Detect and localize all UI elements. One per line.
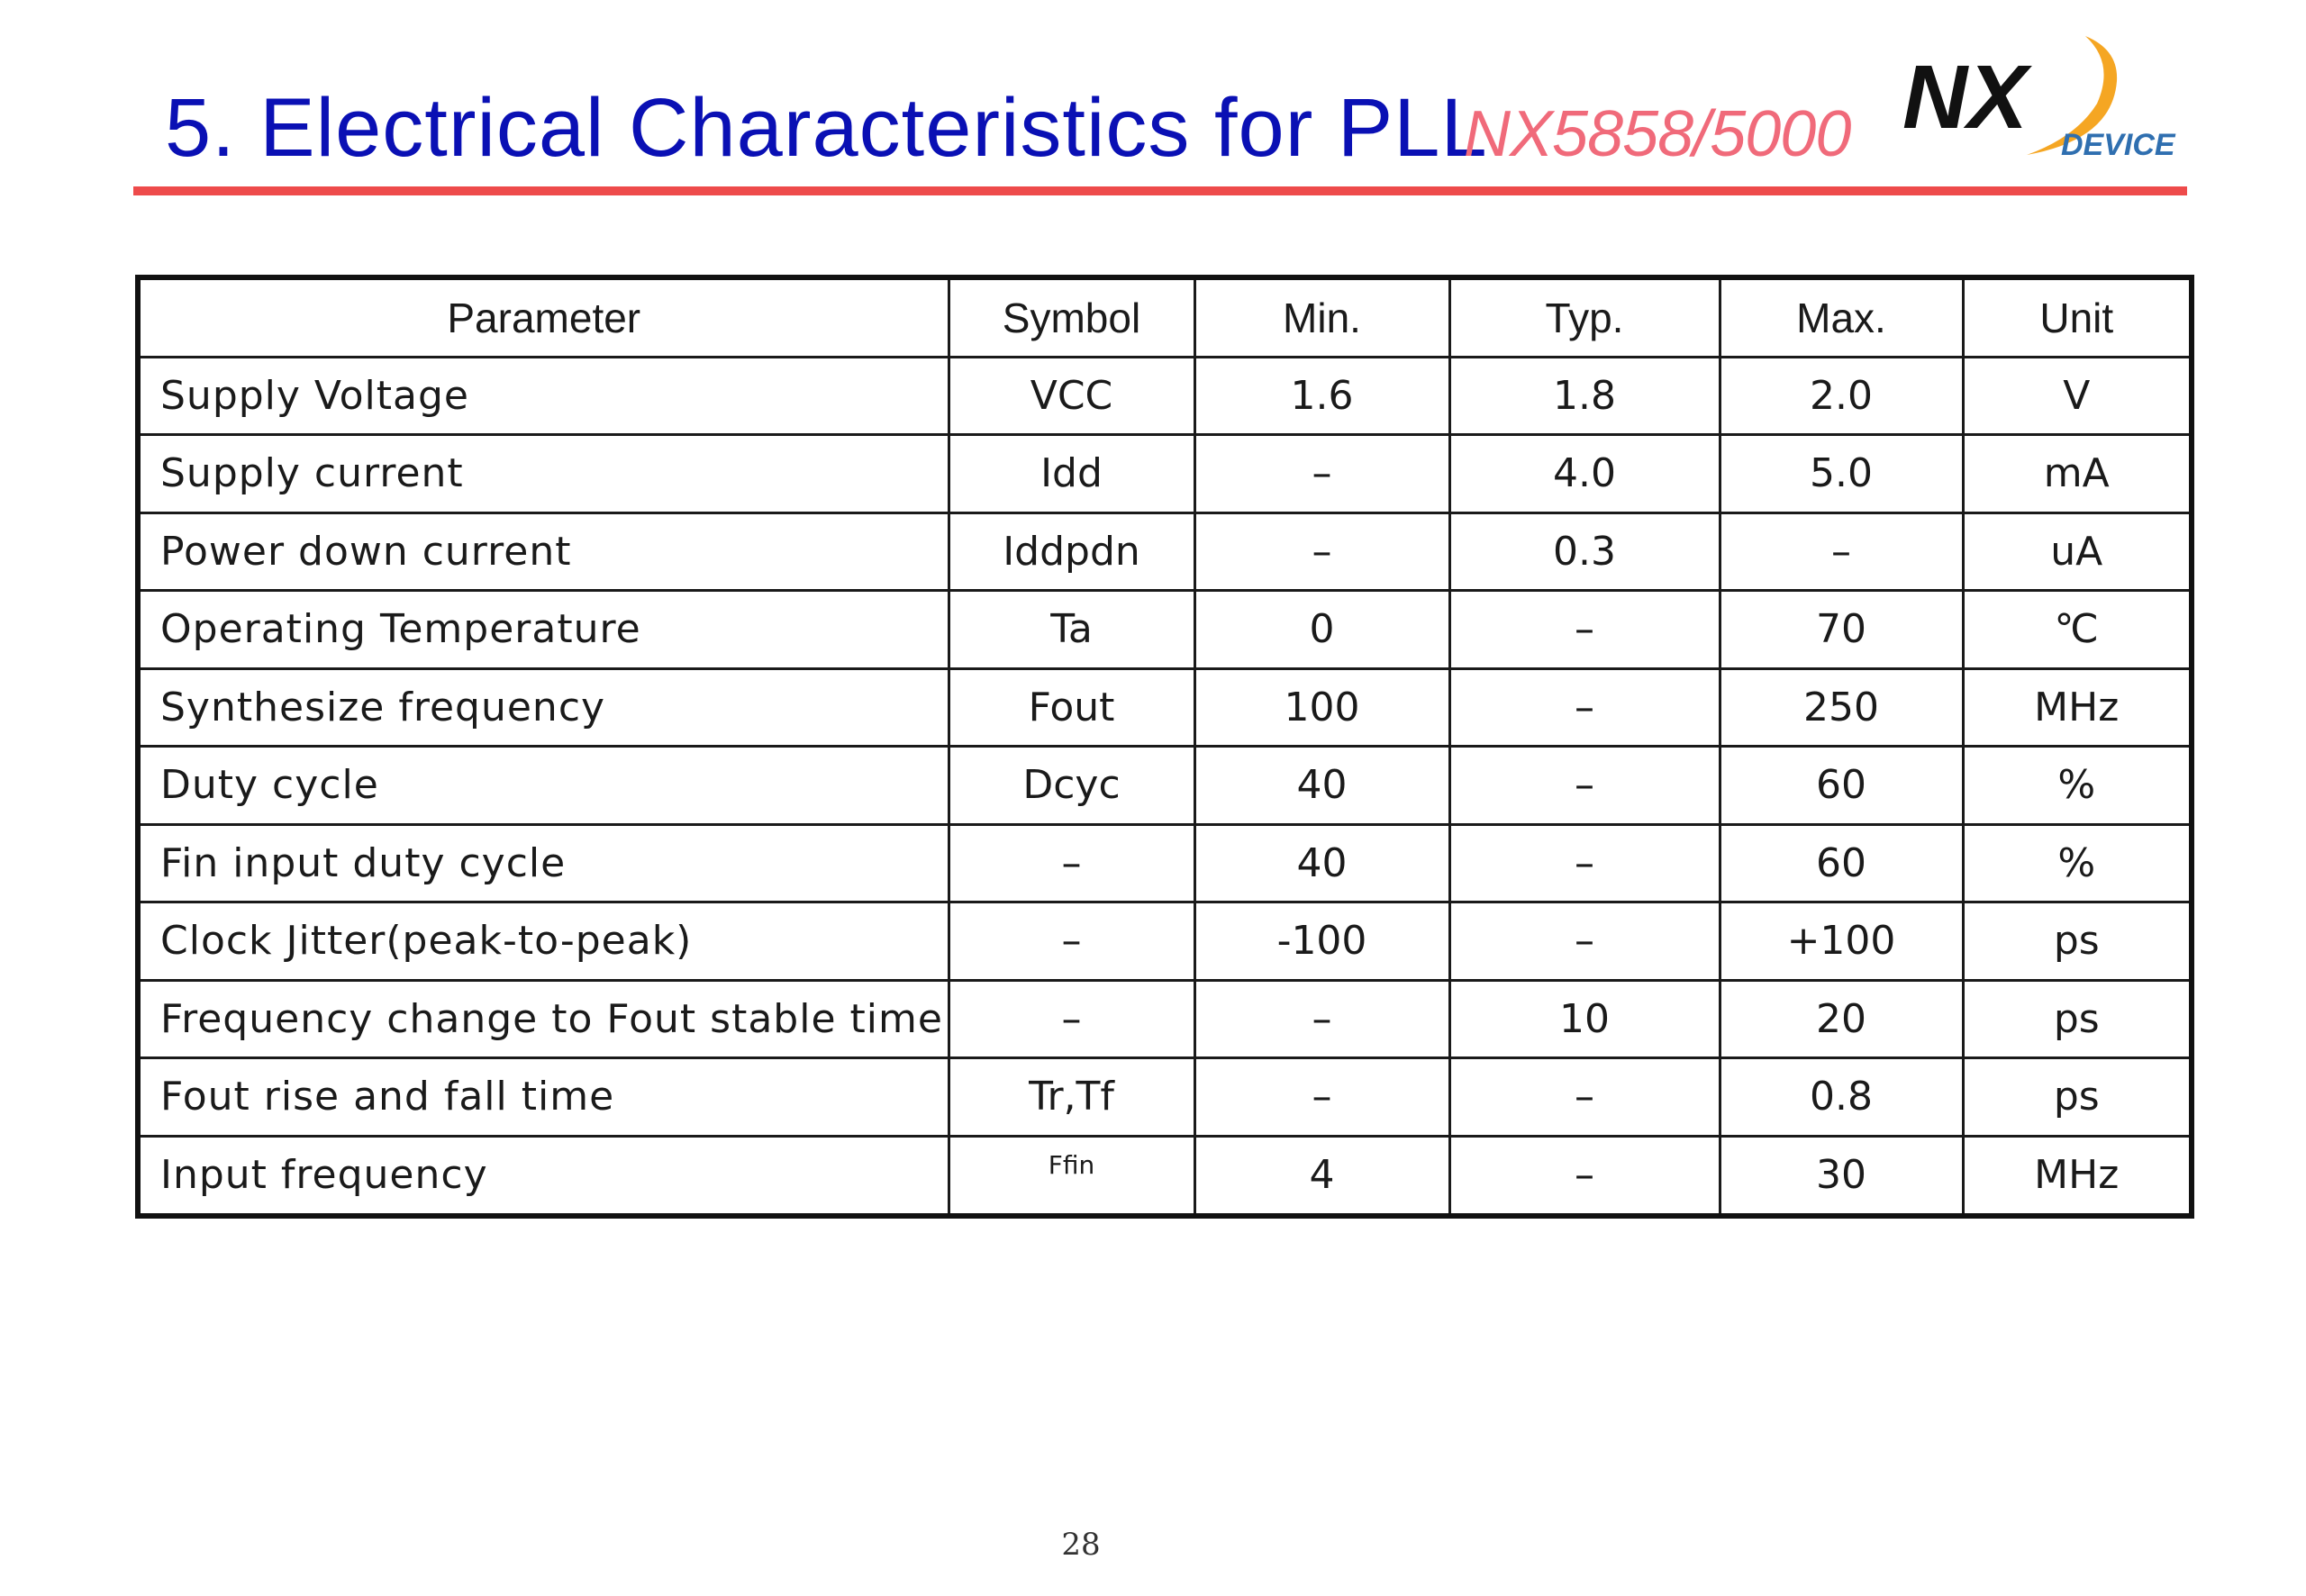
cell-typ: 1.8 xyxy=(1449,357,1720,435)
cell-max: 60 xyxy=(1720,824,1963,902)
cell-parameter: Supply Voltage xyxy=(138,357,949,435)
cell-unit: ps xyxy=(1963,980,2192,1058)
column-header-min: Min. xyxy=(1194,277,1449,357)
cell-unit: V xyxy=(1963,357,2192,435)
cell-unit: % xyxy=(1963,824,2192,902)
logo-main-text: NX xyxy=(1902,47,2028,148)
cell-typ: – xyxy=(1449,1136,1720,1216)
table-row xyxy=(138,435,2192,513)
table-row xyxy=(138,1136,2192,1216)
column-header-typ: Typ. xyxy=(1449,277,1720,357)
cell-parameter: Clock Jitter(peak-to-peak) xyxy=(138,902,949,981)
nx-device-logo xyxy=(1892,27,2198,180)
cell-symbol: Fout xyxy=(949,668,1194,747)
cell-parameter: Power down current xyxy=(138,512,949,591)
cell-max: 70 xyxy=(1720,591,1963,669)
column-header-max: Max. xyxy=(1720,277,1963,357)
cell-symbol: VCC xyxy=(949,357,1194,435)
cell-max: +100 xyxy=(1720,902,1963,981)
table-row xyxy=(138,357,2192,435)
cell-symbol: – xyxy=(949,902,1194,981)
table-row xyxy=(138,1058,2192,1137)
cell-min: 40 xyxy=(1194,747,1449,825)
cell-min: 4 xyxy=(1194,1136,1449,1216)
model-number: NX5858/5000 xyxy=(1464,98,1851,170)
table-row xyxy=(138,591,2192,669)
cell-max: 2.0 xyxy=(1720,357,1963,435)
cell-parameter: Synthesize frequency xyxy=(138,668,949,747)
cell-typ: – xyxy=(1449,747,1720,825)
cell-max: 0.8 xyxy=(1720,1058,1963,1137)
cell-typ: 10 xyxy=(1449,980,1720,1058)
cell-min: – xyxy=(1194,1058,1449,1137)
cell-parameter: Fin input duty cycle xyxy=(138,824,949,902)
cell-typ: – xyxy=(1449,591,1720,669)
cell-parameter: Supply current xyxy=(138,435,949,513)
cell-parameter: Input frequency xyxy=(138,1136,949,1216)
cell-min: – xyxy=(1194,512,1449,591)
column-header-unit: Unit xyxy=(1963,277,2192,357)
cell-min: 1.6 xyxy=(1194,357,1449,435)
cell-typ: – xyxy=(1449,824,1720,902)
logo-sub-text: DEVICE xyxy=(2061,128,2175,162)
page-title: 5. Electrical Characteristics for PLL xyxy=(165,82,1488,174)
cell-unit: MHz xyxy=(1963,1136,2192,1216)
page-number: 28 xyxy=(1061,1527,1101,1563)
cell-max: 20 xyxy=(1720,980,1963,1058)
cell-unit: ps xyxy=(1963,902,2192,981)
cell-symbol: – xyxy=(949,980,1194,1058)
cell-max: 60 xyxy=(1720,747,1963,825)
cell-parameter: Duty cycle xyxy=(138,747,949,825)
table-row xyxy=(138,747,2192,825)
cell-max: 30 xyxy=(1720,1136,1963,1216)
cell-symbol: Ta xyxy=(949,591,1194,669)
cell-symbol: Ffin xyxy=(949,1136,1194,1216)
cell-min: 100 xyxy=(1194,668,1449,747)
cell-min: – xyxy=(1194,435,1449,513)
table-row xyxy=(138,902,2192,981)
cell-typ: – xyxy=(1449,668,1720,747)
table-row xyxy=(138,668,2192,747)
column-header-parameter: Parameter xyxy=(138,277,949,357)
cell-symbol: Tr,Tf xyxy=(949,1058,1194,1137)
cell-parameter: Fout rise and fall time xyxy=(138,1058,949,1137)
cell-typ: – xyxy=(1449,1058,1720,1137)
cell-min: 0 xyxy=(1194,591,1449,669)
cell-min: -100 xyxy=(1194,902,1449,981)
table-row xyxy=(138,980,2192,1058)
cell-unit: mA xyxy=(1963,435,2192,513)
header-rule xyxy=(133,186,2187,195)
table-header-row xyxy=(138,277,2192,357)
cell-unit: MHz xyxy=(1963,668,2192,747)
cell-parameter: Operating Temperature xyxy=(138,591,949,669)
cell-unit: ps xyxy=(1963,1058,2192,1137)
cell-symbol: Dcyc xyxy=(949,747,1194,825)
cell-min: – xyxy=(1194,980,1449,1058)
cell-max: – xyxy=(1720,512,1963,591)
cell-min: 40 xyxy=(1194,824,1449,902)
cell-unit: uA xyxy=(1963,512,2192,591)
cell-unit: % xyxy=(1963,747,2192,825)
cell-max: 5.0 xyxy=(1720,435,1963,513)
cell-typ: – xyxy=(1449,902,1720,981)
cell-parameter: Frequency change to Fout stable time xyxy=(138,980,949,1058)
table-row xyxy=(138,512,2192,591)
cell-typ: 0.3 xyxy=(1449,512,1720,591)
cell-max: 250 xyxy=(1720,668,1963,747)
cell-symbol: Iddpdn xyxy=(949,512,1194,591)
cell-symbol: Idd xyxy=(949,435,1194,513)
table-row xyxy=(138,824,2192,902)
cell-unit: ℃ xyxy=(1963,591,2192,669)
column-header-symbol: Symbol xyxy=(949,277,1194,357)
cell-symbol: – xyxy=(949,824,1194,902)
cell-typ: 4.0 xyxy=(1449,435,1720,513)
electrical-characteristics-table xyxy=(135,275,2194,1219)
